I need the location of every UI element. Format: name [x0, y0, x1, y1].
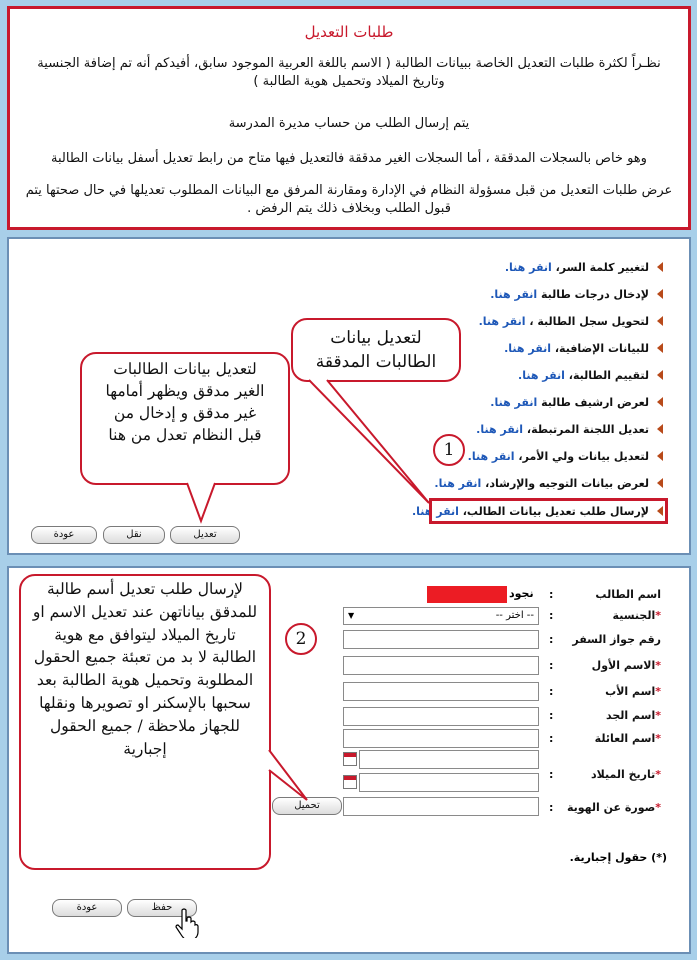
father-name-label: *اسم الأب	[605, 685, 661, 698]
arrow-icon	[657, 397, 663, 407]
father-name-input[interactable]	[343, 682, 539, 701]
calendar-icon[interactable]	[343, 775, 357, 789]
colon: :	[549, 732, 554, 745]
arrow-icon	[657, 478, 663, 488]
notice-title: طلبات التعديل	[304, 23, 394, 41]
colon: :	[549, 801, 554, 814]
link-item-guidance[interactable]: لعرض بيانات التوجيه والإرشاد، انقر هنا.	[434, 477, 649, 490]
upload-button[interactable]: تحميل	[272, 797, 342, 815]
edit-button[interactable]: تعديل	[170, 526, 240, 544]
link-item-send-edit-request[interactable]: لإرسال طلب تعديل بيانات الطالب، انقر هنا.	[412, 505, 649, 518]
family-name-input[interactable]	[343, 729, 539, 748]
arrow-icon	[657, 424, 663, 434]
arrow-icon	[657, 451, 663, 461]
highlight-box	[429, 498, 668, 524]
student-name-label: اسم الطالب	[595, 588, 661, 601]
birth-date-gregorian-input[interactable]	[359, 773, 539, 792]
required-star: *	[655, 732, 661, 745]
callout-verified: لتعديل بيانات الطالبات المدققة	[291, 318, 461, 382]
step-number-1: 1	[433, 434, 465, 466]
arrow-icon	[657, 262, 663, 272]
link-item-committee[interactable]: تعديل اللجنة المرتبطة، انقر هنا.	[476, 423, 649, 436]
calendar-icon[interactable]	[343, 752, 357, 766]
colon: :	[549, 588, 554, 601]
family-name-label: *اسم العائلة	[594, 732, 661, 745]
required-star: *	[655, 801, 661, 814]
link-item-transfer-record[interactable]: لتحويل سجل الطالبة ، انقر هنا.	[479, 315, 649, 328]
arrow-icon	[657, 370, 663, 380]
link-item-enter-grades[interactable]: لإدخال درجات طالبة انقر هنا.	[490, 288, 649, 301]
colon: :	[549, 709, 554, 722]
required-note: (*) حقول إجبارية.	[569, 851, 667, 864]
notice-paragraph-4: عرض طلبات التعديل من قبل مسؤولة النظام في الإدارة ومقارنة المرفق مع البيانات المطلوب تعديلها في حال صحتها يتم قبول الطلب وبخلاف ذلك يتم الرفض .	[25, 183, 673, 216]
id-image-file-input[interactable]	[343, 797, 539, 816]
chevron-down-icon: ▼	[348, 611, 355, 620]
link-item-evaluate[interactable]: لتقييم الطالبة، انقر هنا.	[518, 369, 649, 382]
colon: :	[549, 659, 554, 672]
save-button[interactable]: حفظ	[127, 899, 197, 917]
step-number-2: 2	[285, 623, 317, 655]
redacted-block	[427, 586, 445, 603]
grandfather-name-input[interactable]	[343, 707, 539, 726]
passport-input[interactable]	[343, 630, 539, 649]
redacted-block	[445, 586, 507, 603]
notice-paragraph-2: يتم إرسال الطلب من حساب مديرة المدرسة	[228, 116, 470, 131]
callout-form-instructions: لإرسال طلب تعديل أسم طالبة للمدقق بياناتهن عند تعديل الاسم او تاريخ الميلاد ليتوافق مع هوية الطالبة لا بد من تعبئة جميع الحقول المطلوبة وتحميل هوية الطالبة بعد سحبها بالإسكنر او تصويرها ونقلها للجهاز ملاحظة / جميع الحقول إجبارية	[19, 574, 271, 870]
first-name-label: *الاسم الأول	[591, 659, 661, 672]
link-item-archive[interactable]: لعرض ارشيف طالبة انقر هنا.	[490, 396, 649, 409]
link-item-additional-data[interactable]: للبيانات الإضافية، انقر هنا.	[504, 342, 649, 355]
birth-date-label: *تاريخ الميلاد	[590, 768, 661, 781]
notice-panel	[7, 6, 691, 230]
id-image-label: *صورة عن الهوية	[566, 801, 661, 814]
grandfather-name-label: *اسم الجد	[606, 709, 661, 722]
required-star: *	[655, 685, 661, 698]
link-item-change-password[interactable]: لتغيير كلمة السر، انقر هنا.	[505, 261, 649, 274]
arrow-icon	[657, 316, 663, 326]
student-links-panel	[7, 237, 691, 555]
nationality-label: *الجنسية	[612, 609, 661, 622]
student-name-value: نجود	[509, 587, 534, 600]
notice-paragraph-1: نظـراً لكثرة طلبات التعديل الخاصة ببيانات الطالبة ( الاسم باللغة العربية الموجود سابق، أفيدكم أنه تم إضافة الجنسية وتاريخ الميلاد وتحميل هوية الطالبة )	[37, 56, 661, 89]
nationality-select[interactable]: -- اختر -- ▼	[343, 607, 539, 625]
colon: :	[549, 768, 554, 781]
callout-unverified: لتعديل بيانات الطالبات الغير مدقق ويظهر أمامها غير مدقق و إدخال من قبل النظام تعدل من هنا	[80, 352, 290, 485]
passport-label: رقم جواز السفر	[572, 633, 661, 646]
arrow-icon	[657, 289, 663, 299]
link-item-guardian[interactable]: لتعديل بيانات ولي الأمر، انقر هنا.	[468, 450, 649, 463]
notice-paragraph-3: وهو خاص بالسجلات المدققة ، أما السجلات الغير مدققة فالتعديل فيها متاح من رابط تعديل أسفل بيانات الطالبة	[51, 151, 647, 166]
required-star: *	[655, 609, 661, 622]
birth-date-hijri-input[interactable]	[359, 750, 539, 769]
required-star: *	[655, 768, 661, 781]
back-button[interactable]: عودة	[52, 899, 122, 917]
colon: :	[549, 609, 554, 622]
colon: :	[549, 685, 554, 698]
transfer-button[interactable]: نقل	[103, 526, 165, 544]
colon: :	[549, 633, 554, 646]
arrow-icon	[657, 343, 663, 353]
required-star: *	[655, 659, 661, 672]
hand-cursor-icon	[175, 908, 199, 938]
first-name-input[interactable]	[343, 656, 539, 675]
back-button[interactable]: عودة	[31, 526, 97, 544]
edit-request-form-panel	[7, 566, 691, 954]
required-star: *	[655, 709, 661, 722]
